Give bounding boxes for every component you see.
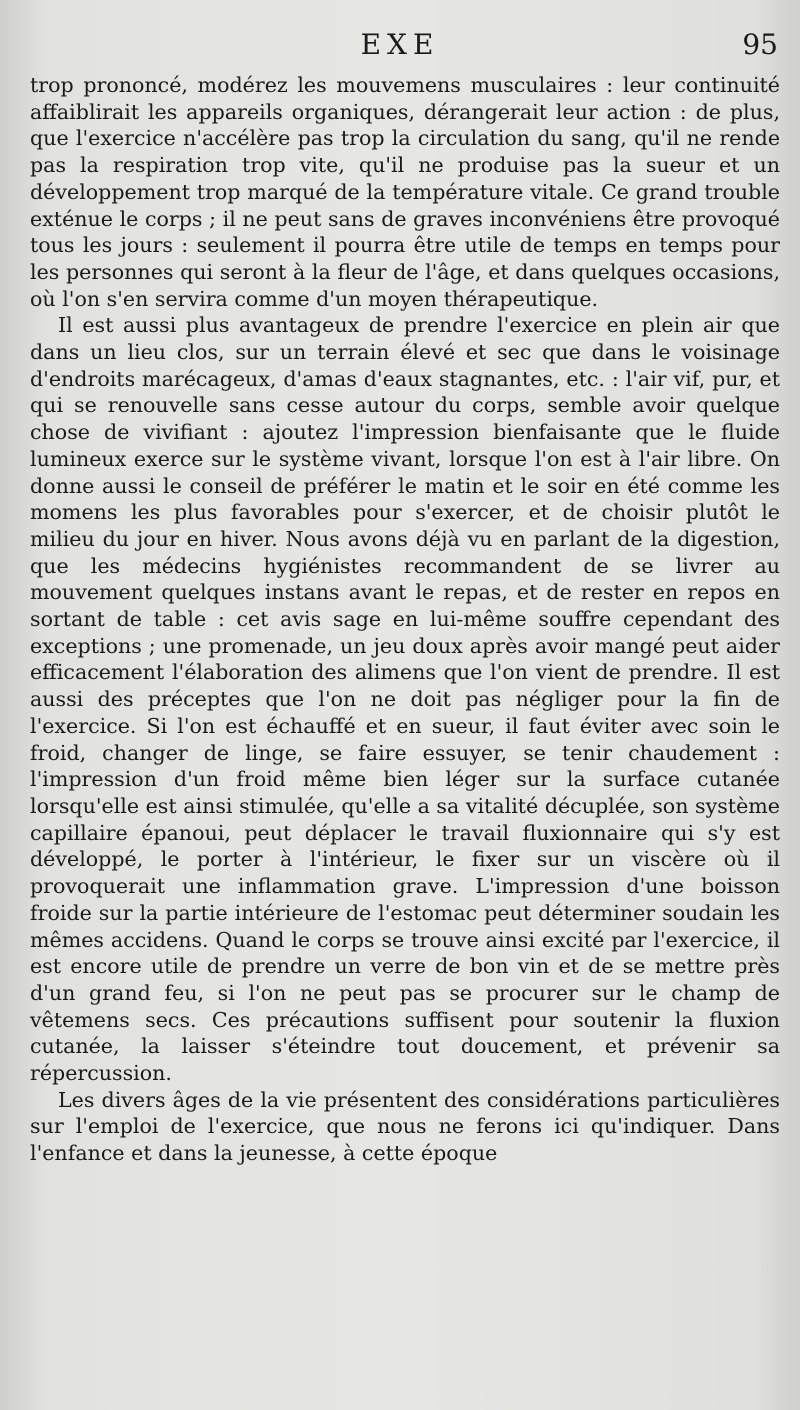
- paragraph-continuation: trop prononcé, modérez les mouvemens musculaires : leur continuité affaiblirait les appareils organiques, dérangerait leur action : de plus, que l'exercice n'accélère pas trop la circulation du sang, qu'il ne rende pas la respiration trop vite, qu'il ne produise pas la sueur et un développement trop marqué de la température vitale. Ce grand trouble exténue le corps ; il ne peut sans de graves inconvéniens être provoqué tous les jours : seulement il pourra être utile de temps en temps pour les personnes qui seront à la fleur de l'âge, et dans quelques occasions, où l'on s'en servira comme d'un moyen thérapeutique.: [30, 73, 780, 311]
- body-text: [30, 72, 780, 1167]
- page-header: [0, 28, 800, 68]
- page-number: 95: [742, 28, 778, 61]
- paragraph-plein-air: Il est aussi plus avantageux de prendre l'exercice en plein air que dans un lieu clos, sur un terrain élevé et sec que dans le voisinage d'endroits marécageux, d'amas d'eaux stagnantes, etc. : l'air vif, pur, et qui se renouvelle sans cesse autour du corps, semble avoir quelque chose de vivifiant : ajoutez l'impression bienfaisante que le fluide lumineux exerce sur le système vivant, lorsque l'on est à l'air libre. On donne aussi le conseil de préférer le matin et le soir en été comme les momens les plus favorables pour s'exercer, et de choisir plutôt le milieu du jour en hiver. Nous avons déjà vu en parlant de la digestion, que les médecins hygiénistes recommandent de se livrer au mouvement quelques instans avant le repas, et de rester en repos en sortant de table : cet avis sage en lui-même souffre cependant des exceptions ; une promenade, un jeu doux après avoir mangé peut aider efficacement l'élaboration des alimens que l'on vient de prendre. Il est aussi des préceptes que l'on ne doit pas négliger pour la fin de l'exercice. Si l'on est échauffé et en sueur, il faut éviter avec soin le froid, changer de linge, se faire essuyer, se tenir chaudement : l'impression d'un froid même bien léger sur la surface cutanée lorsqu'elle est ainsi stimulée, qu'elle a sa vitalité décuplée, son système capillaire épanoui, peut déplacer le travail fluxionnaire qui s'y est développé, le porter à l'intérieur, le fixer sur un viscère où il provoquerait une inflammation grave. L'impression d'une boisson froide sur la partie intérieure de l'estomac peut déterminer soudain les mêmes accidens. Quand le corps se trouve ainsi excité par l'exercice, il est encore utile de prendre un verre de bon vin et de se mettre près d'un grand feu, si l'on ne peut pas se procurer sur le champ de vêtemens secs. Ces précautions suffisent pour soutenir la fluxion cutanée, la laisser s'éteindre tout doucement, et prévenir sa répercussion.: [30, 313, 780, 1086]
- paragraph-ages: Les divers âges de la vie présentent des considérations particulières sur l'emploi de l'exercice, que nous ne ferons ici qu'indiquer. Dans l'enfance et dans la jeunesse, à cette époque: [30, 1087, 780, 1166]
- running-title: EXE: [360, 28, 440, 61]
